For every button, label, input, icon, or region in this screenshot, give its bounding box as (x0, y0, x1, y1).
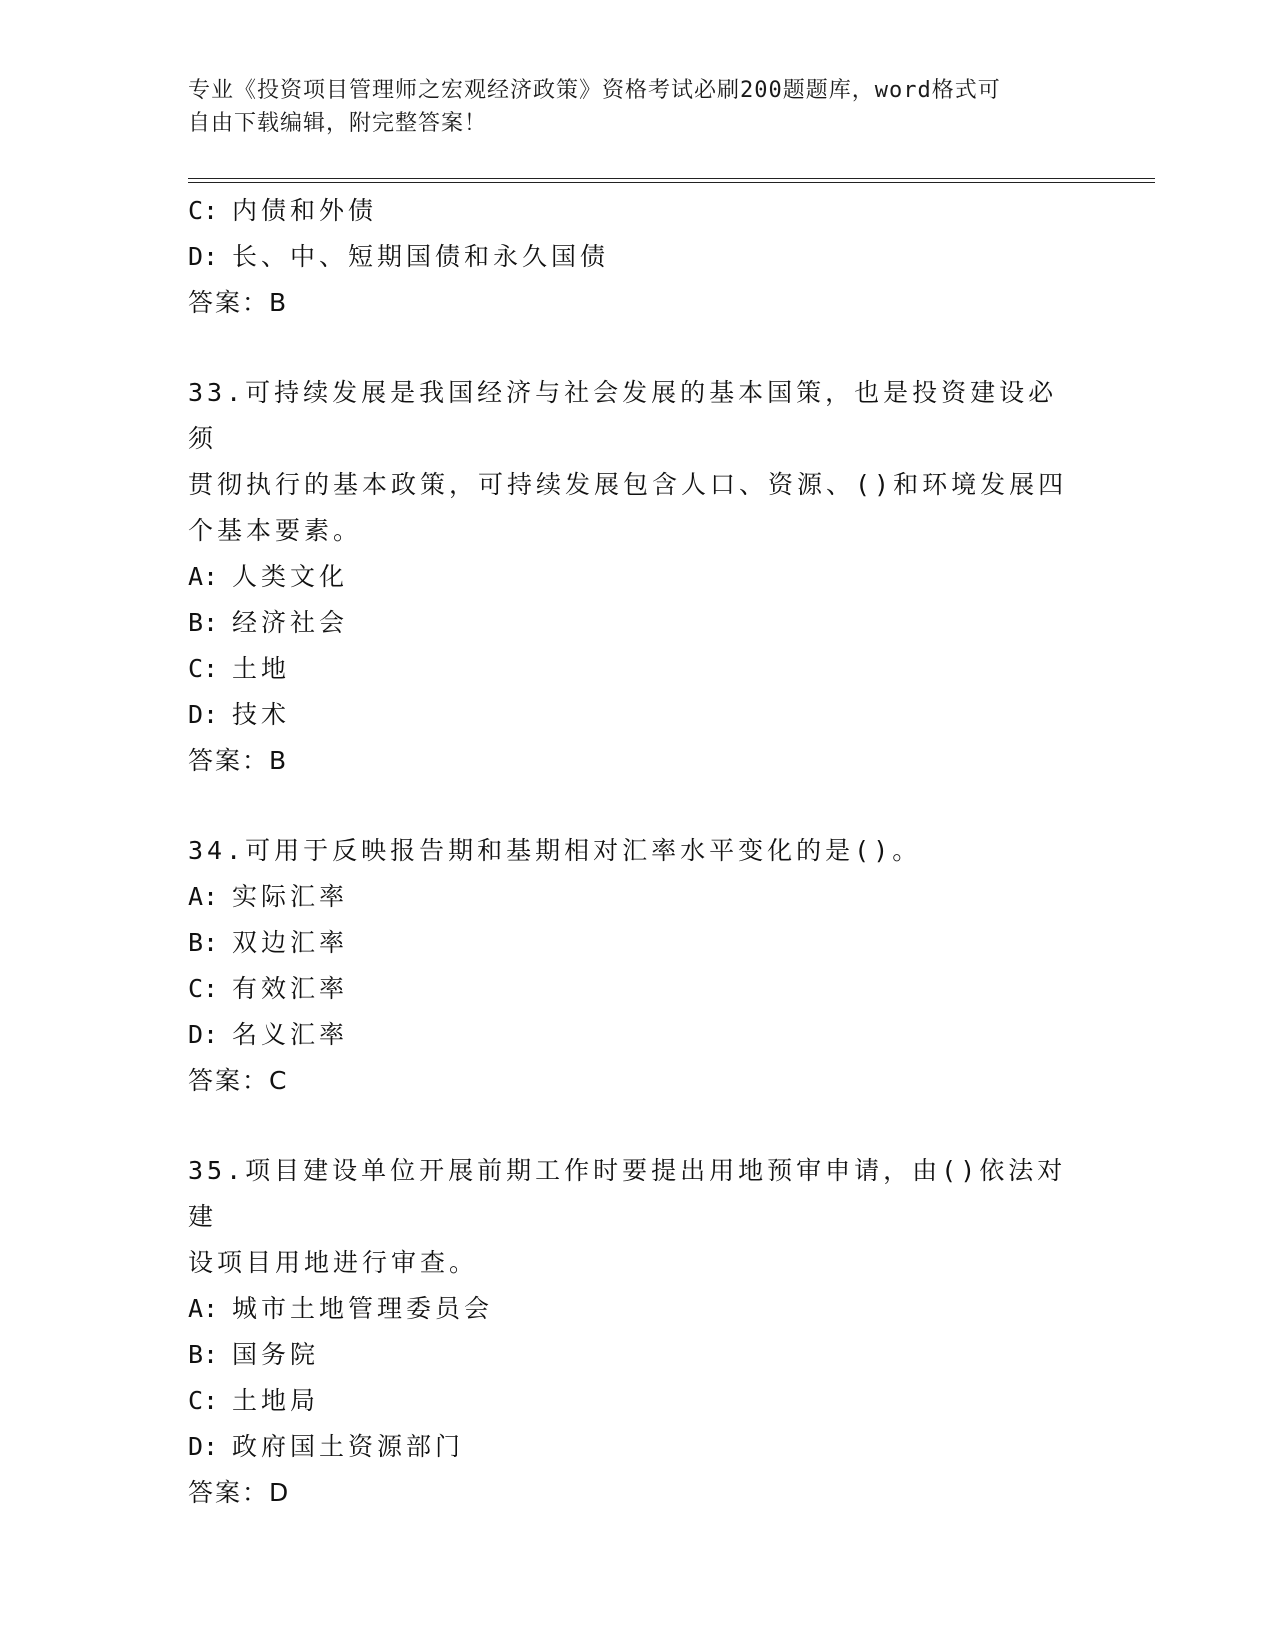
header-divider (188, 178, 1155, 183)
question-stem (188, 828, 1078, 874)
option-label: D: (188, 1432, 219, 1461)
option-c (188, 188, 1088, 234)
header-line-2: 自由下载编辑，附完整答案！ (188, 111, 488, 136)
question-stem-line: 33.可持续发展是我国经济与社会发展的基本国策，也是投资建设必须 (188, 378, 1058, 453)
option-text: 名义汇率 (232, 1020, 349, 1049)
question-stem-line: 35.项目建设单位开展前期工作时要提出用地预审申请，由()依法对建 (188, 1156, 1067, 1231)
question-34 (188, 828, 1088, 1104)
option-text: 城市土地管理委员会 (232, 1294, 494, 1323)
option-a (188, 1286, 1088, 1332)
option-d (188, 1424, 1088, 1470)
option-d (188, 234, 1088, 280)
question-35 (188, 1148, 1088, 1516)
option-d (188, 1012, 1088, 1058)
option-text: 政府国土资源部门 (232, 1432, 465, 1461)
option-label: B: (188, 1340, 219, 1369)
option-b (188, 1332, 1088, 1378)
option-text: 有效汇率 (232, 974, 349, 1003)
option-text: 土地 (232, 654, 291, 683)
header-line-1: 专业《投资项目管理师之宏观经济政策》资格考试必刷200题题库，word格式可 (188, 78, 1001, 103)
option-text: 土地局 (232, 1386, 320, 1415)
option-label: B: (188, 928, 219, 957)
option-a (188, 554, 1088, 600)
answer-line: 答案：D (188, 1478, 291, 1507)
option-d (188, 692, 1088, 738)
option-label: A: (188, 1294, 219, 1323)
option-text: 国务院 (232, 1340, 320, 1369)
question-stem-line: 贯彻执行的基本政策，可持续发展包含人口、资源、()和环境发展四 (188, 470, 1068, 499)
question-stem-line: 设项目用地进行审查。 (188, 1248, 479, 1277)
option-c (188, 966, 1088, 1012)
option-label: C: (188, 196, 219, 225)
question-33 (188, 370, 1088, 784)
question-stem-line: 34.可用于反映报告期和基期相对汇率水平变化的是()。 (188, 836, 922, 865)
option-text: 经济社会 (232, 608, 349, 637)
page-header (188, 74, 1068, 140)
option-label: D: (188, 700, 219, 729)
option-text: 双边汇率 (232, 928, 349, 957)
option-text: 长、中、短期国债和永久国债 (232, 242, 610, 271)
option-label: A: (188, 882, 219, 911)
option-a (188, 874, 1088, 920)
question-stem (188, 370, 1078, 554)
option-label: C: (188, 1386, 219, 1415)
option-label: A: (188, 562, 219, 591)
option-text: 内债和外债 (232, 196, 378, 225)
answer-line: 答案：C (188, 1066, 289, 1095)
option-text: 实际汇率 (232, 882, 349, 911)
option-text: 技术 (232, 700, 291, 729)
answer-line: 答案：B (188, 288, 289, 317)
option-text: 人类文化 (232, 562, 349, 591)
option-b (188, 600, 1088, 646)
option-c (188, 1378, 1088, 1424)
option-label: D: (188, 1020, 219, 1049)
option-label: C: (188, 974, 219, 1003)
option-label: D: (188, 242, 219, 271)
question-stem (188, 1148, 1078, 1286)
option-b (188, 920, 1088, 966)
option-label: B: (188, 608, 219, 637)
question-stem-line: 个基本要素。 (188, 516, 363, 545)
question-list (188, 188, 1088, 1560)
option-c (188, 646, 1088, 692)
option-label: C: (188, 654, 219, 683)
answer-line: 答案：B (188, 746, 289, 775)
question-partial (188, 188, 1088, 326)
